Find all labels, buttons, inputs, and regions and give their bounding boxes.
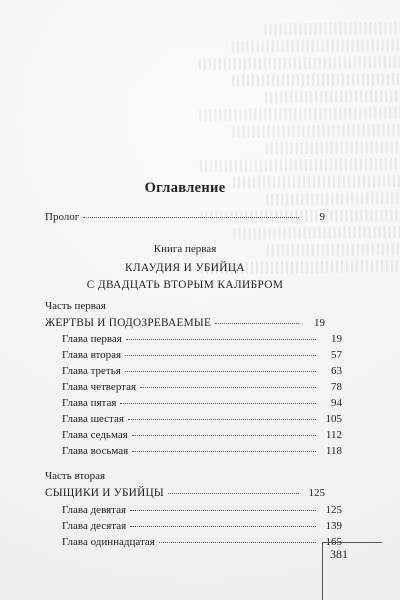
chapter-4-page: 78 <box>331 381 342 393</box>
dotted-leader <box>83 217 299 218</box>
toc-row-prologue <box>45 210 325 224</box>
chapter-8-page: 118 <box>325 445 342 457</box>
toc-row-chapter-3 <box>45 364 342 378</box>
chapter-1-label: Глава первая <box>62 333 122 345</box>
dotted-leader <box>128 419 316 420</box>
part-1-title: ЖЕРТВЫ И ПОДОЗРЕВАЕМЫЕ <box>45 317 212 329</box>
book-title-line-1: КЛАУДИЯ И УБИЙЦА <box>125 262 245 274</box>
part-1-page: 19 <box>314 317 325 329</box>
part-2-title: СЫЩИКИ И УБИЙЦЫ <box>45 487 165 499</box>
toc-row-chapter-4 <box>45 380 342 394</box>
toc-row-chapter-5 <box>45 396 342 410</box>
chapter-7-label: Глава седьмая <box>62 429 128 441</box>
dotted-leader <box>120 403 316 404</box>
chapter-6-label: Глава шестая <box>62 413 124 425</box>
toc-row-chapter-8 <box>45 444 342 458</box>
dotted-leader <box>130 510 316 511</box>
toc-row-chapter-9 <box>45 503 342 517</box>
page-number: 381 <box>330 547 348 561</box>
dotted-leader <box>126 339 316 340</box>
toc-row-chapter-6 <box>45 412 342 426</box>
toc-row-chapter-11 <box>45 535 342 549</box>
chapter-6-page: 105 <box>325 413 342 425</box>
toc-prologue-page: 9 <box>319 211 325 223</box>
toc-row-chapter-1 <box>45 332 342 346</box>
dotted-leader <box>125 371 316 372</box>
book-title-line-2: С ДВАДЦАТЬ ВТОРЫМ КАЛИБРОМ <box>86 279 284 291</box>
chapter-2-label: Глава вторая <box>62 349 122 361</box>
chapter-5-label: Глава пятая <box>62 397 117 409</box>
page-number-box <box>322 542 382 600</box>
dotted-leader <box>215 323 299 324</box>
toc-row-part-1 <box>45 316 325 330</box>
toc-row-part-2 <box>45 486 325 500</box>
toc-row-chapter-2 <box>45 348 342 362</box>
chapter-1-page: 19 <box>331 333 342 345</box>
chapter-3-page: 63 <box>331 365 342 377</box>
chapter-11-label: Глава одиннадцатая <box>62 536 155 548</box>
dotted-leader <box>159 542 316 543</box>
chapter-4-label: Глава четвертая <box>62 381 137 393</box>
part-1-caption: Часть первая <box>45 300 106 312</box>
part-2-page: 125 <box>308 487 325 499</box>
chapter-9-label: Глава девятая <box>62 504 127 516</box>
toc-title: Оглавление <box>144 180 226 196</box>
dotted-leader <box>132 435 316 436</box>
chapter-10-label: Глава десятая <box>62 520 127 532</box>
chapter-3-label: Глава третья <box>62 365 121 377</box>
toc-row-chapter-10 <box>45 519 342 533</box>
chapter-9-page: 125 <box>325 504 342 516</box>
dotted-leader <box>125 355 316 356</box>
dotted-leader <box>168 493 299 494</box>
book-caption: Книга первая <box>153 243 217 255</box>
dotted-leader <box>140 387 316 388</box>
toc-row-chapter-7 <box>45 428 342 442</box>
chapter-8-label: Глава восьмая <box>62 445 129 457</box>
chapter-7-page: 112 <box>325 429 342 441</box>
chapter-2-page: 57 <box>331 349 342 361</box>
chapter-10-page: 139 <box>325 520 342 532</box>
part-2-caption: Часть вторая <box>45 470 106 482</box>
dotted-leader <box>130 526 316 527</box>
chapter-11-page: 165 <box>325 536 342 548</box>
toc-prologue-label: Пролог <box>45 211 80 223</box>
dotted-leader <box>132 451 316 452</box>
chapter-5-page: 94 <box>331 397 342 409</box>
